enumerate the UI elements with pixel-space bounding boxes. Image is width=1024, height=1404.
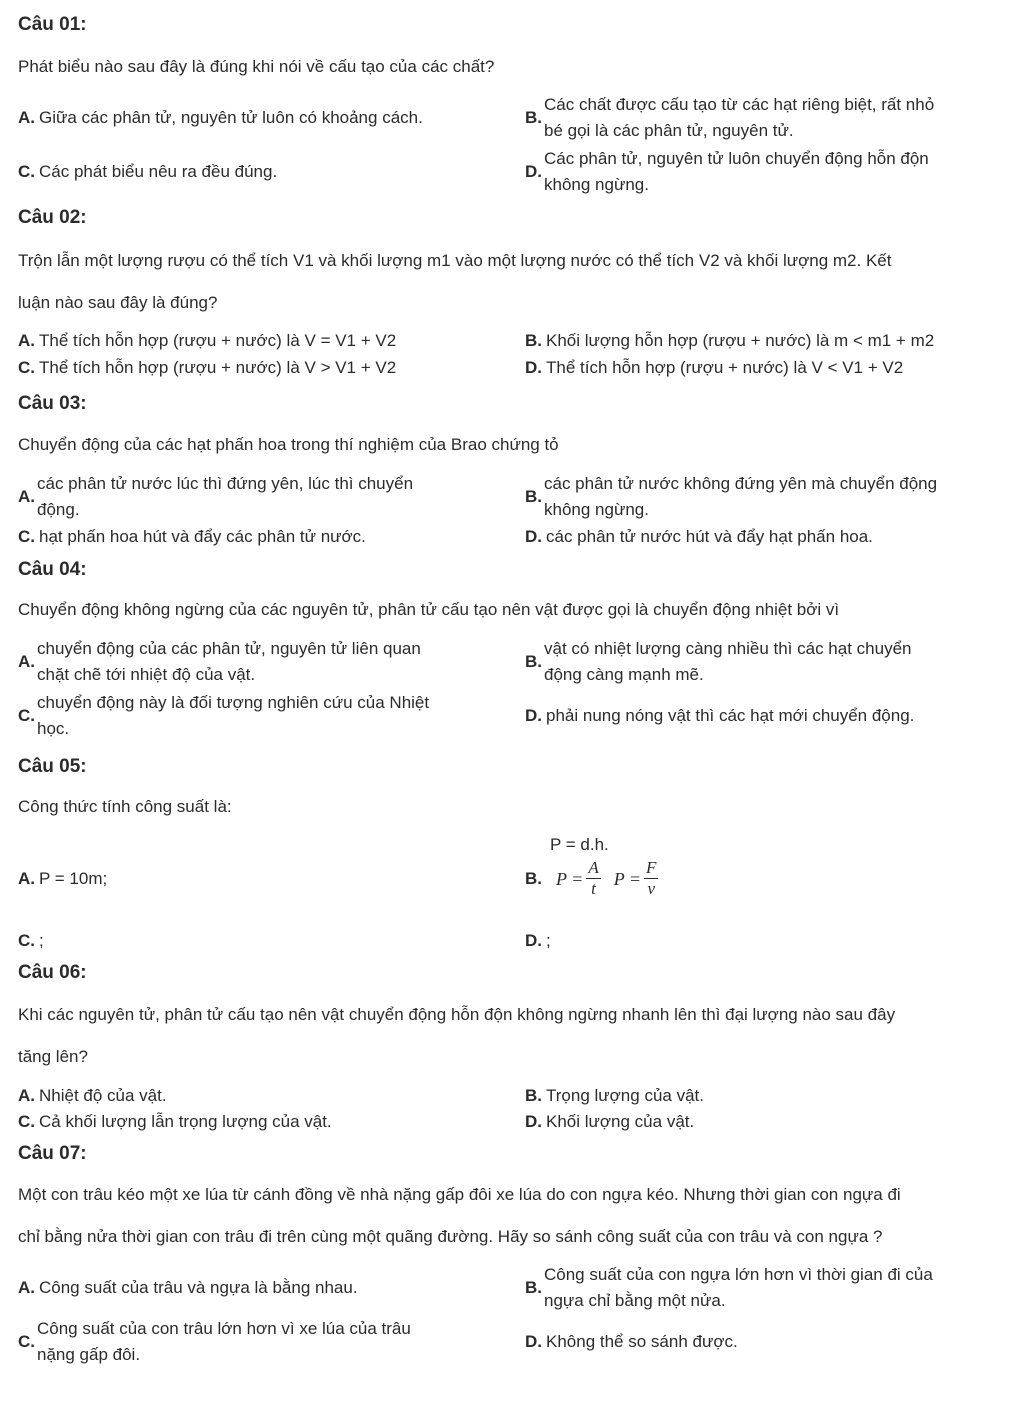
formula-1-denominator: t xyxy=(591,879,596,898)
question-7-title: Câu 07: xyxy=(18,1143,87,1164)
option-text: Không thể so sánh được. xyxy=(546,1332,738,1351)
option-label: D. xyxy=(525,706,542,725)
option-text: Khối lượng của vật. xyxy=(546,1112,695,1131)
option-label: D. xyxy=(525,1112,542,1131)
question-6-title: Câu 06: xyxy=(18,962,87,983)
question-3-option-b[interactable] xyxy=(525,471,937,523)
option-text: Cả khối lượng lẫn trọng lượng của vật. xyxy=(39,1112,332,1131)
question-1-title: Câu 01: xyxy=(18,14,87,35)
option-label: B. xyxy=(525,108,542,127)
question-6-text-line-1: Khi các nguyên tử, phân tử cấu tạo nên vật chuyển động hỗn độn không ngừng nhanh lên thì đại lượng nào sau đây xyxy=(18,1005,896,1024)
option-label: A. xyxy=(18,652,35,671)
option-label: A. xyxy=(18,331,35,350)
option-text-line-1: Các chất được cấu tạo từ các hạt riêng biệt, rất nhỏ xyxy=(544,95,935,114)
formula-2-fraction xyxy=(644,858,658,899)
question-7-text-line-2: chỉ bằng nửa thời gian con trâu đi trên cùng một quãng đường. Hãy so sánh công suất của con trâu và con ngựa ? xyxy=(18,1227,883,1246)
option-text: P = 10m; xyxy=(39,869,108,888)
option-label: C. xyxy=(18,162,35,181)
option-label: C. xyxy=(18,931,35,950)
question-3-text: Chuyển động của các hạt phấn hoa trong thí nghiệm của Brao chứng tỏ xyxy=(18,435,559,454)
question-4-title: Câu 04: xyxy=(18,559,87,580)
question-7-option-b[interactable] xyxy=(525,1262,933,1314)
option-text: ; xyxy=(546,931,551,950)
option-text: Các phát biểu nêu ra đều đúng. xyxy=(39,162,278,181)
option-label: D. xyxy=(525,1332,542,1351)
option-label: C. xyxy=(18,358,35,377)
option-text-line-2: không ngừng. xyxy=(544,500,649,519)
option-label: D. xyxy=(525,527,542,546)
question-7-text-line-1: Một con trâu kéo một xe lúa từ cánh đồng về nhà nặng gấp đôi xe lúa do con ngựa kéo. Nhưng thời gian con ngựa đi xyxy=(18,1185,901,1204)
question-7-option-d[interactable] xyxy=(525,1329,738,1355)
question-6-option-a[interactable] xyxy=(18,1083,167,1109)
question-7-option-c[interactable] xyxy=(18,1316,411,1368)
question-1-option-b[interactable] xyxy=(525,92,934,144)
question-4-option-d[interactable] xyxy=(525,703,914,729)
option-text-line-2: học. xyxy=(37,719,70,738)
option-text: Giữa các phân tử, nguyên tử luôn có khoảng cách. xyxy=(39,108,423,127)
formula-2-denominator: v xyxy=(647,879,656,898)
question-5-option-a[interactable] xyxy=(18,866,107,892)
option-text-line-2: ngựa chỉ bằng một nửa. xyxy=(544,1291,726,1310)
option-label: B. xyxy=(525,331,542,350)
option-text-line-2: chặt chẽ tới nhiệt độ của vật. xyxy=(37,665,256,684)
formula-2-numerator: F xyxy=(646,858,657,877)
option-text-line-1: vật có nhiệt lượng càng nhiều thì các hạt chuyển xyxy=(544,639,912,658)
option-label: A. xyxy=(18,487,35,506)
option-label: C. xyxy=(18,1112,35,1131)
question-1-option-d[interactable] xyxy=(525,146,929,198)
option-text-line-2: bé gọi là các phân tử, nguyên tử. xyxy=(544,121,794,140)
question-2-text-line-2: luận nào sau đây là đúng? xyxy=(18,293,218,312)
option-text-line-1: các phân tử nước không đứng yên mà chuyển động xyxy=(544,474,938,493)
question-3-title: Câu 03: xyxy=(18,393,87,414)
option-text-line-2: động càng mạnh mẽ. xyxy=(544,665,704,684)
option-label: A. xyxy=(18,1278,35,1297)
question-3-option-d[interactable] xyxy=(525,524,873,550)
question-4-text: Chuyển động không ngừng của các nguyên tử, phân tử cấu tạo nên vật được gọi là chuyển động nhiệt bởi vì xyxy=(18,600,840,619)
question-5-title: Câu 05: xyxy=(18,756,87,777)
question-2-title: Câu 02: xyxy=(18,207,87,228)
question-5-option-b[interactable] xyxy=(525,858,661,899)
question-1-option-c[interactable] xyxy=(18,159,277,185)
question-1-option-a[interactable] xyxy=(18,105,423,131)
formula-1-lhs: P = xyxy=(556,868,584,889)
option-label: A. xyxy=(18,869,35,888)
question-5-option-c[interactable] xyxy=(18,928,44,954)
question-5-text: Công thức tính công suất là: xyxy=(18,797,232,816)
question-6-option-d[interactable] xyxy=(525,1109,694,1135)
question-5-option-d[interactable] xyxy=(525,928,551,954)
question-2-option-c[interactable] xyxy=(18,355,396,381)
option-label: D. xyxy=(525,162,542,181)
question-3-option-a[interactable] xyxy=(18,471,413,523)
option-text: Nhiệt độ của vật. xyxy=(39,1086,167,1105)
option-text-line-1: Công suất của con trâu lớn hơn vì xe lúa của trâu xyxy=(37,1319,411,1338)
option-label: B. xyxy=(525,1086,542,1105)
question-2-text xyxy=(18,240,1008,324)
option-text-line-1: Công suất của con ngựa lớn hơn vì thời gian đi của xyxy=(544,1265,933,1284)
option-label: C. xyxy=(18,706,35,725)
question-7-option-a[interactable] xyxy=(18,1275,358,1301)
option-label: A. xyxy=(18,1086,35,1105)
question-6-text-line-2: tăng lên? xyxy=(18,1047,88,1066)
option-text: các phân tử nước hút và đẩy hạt phấn hoa. xyxy=(546,527,873,546)
question-4-option-a[interactable] xyxy=(18,636,421,688)
option-text-line-2: nặng gấp đôi. xyxy=(37,1345,141,1364)
option-text: Thể tích hỗn hợp (rượu + nước) là V < V1 + V2 xyxy=(546,358,904,377)
formula-2-lhs: P = xyxy=(613,868,642,889)
question-4-option-b[interactable] xyxy=(525,636,911,688)
option-text-line-1: chuyển động của các phân tử, nguyên tử liên quan xyxy=(37,639,421,658)
option-text-line-2: không ngừng. xyxy=(544,175,649,194)
formula-1-fraction xyxy=(586,858,600,899)
option-label: B. xyxy=(525,652,542,671)
option-label: D. xyxy=(525,358,542,377)
question-2-text-line-1: Trộn lẫn một lượng rượu có thể tích V1 và khối lượng m1 vào một lượng nước có thể tích V2 và khối lượng m2. Kết xyxy=(18,251,892,270)
question-6-option-b[interactable] xyxy=(525,1083,704,1109)
question-3-option-c[interactable] xyxy=(18,524,366,550)
question-4-option-c[interactable] xyxy=(18,690,429,742)
option-text: phải nung nóng vật thì các hạt mới chuyển động. xyxy=(546,706,915,725)
option-label: C. xyxy=(18,1332,35,1351)
question-5-formula: P = d.h. xyxy=(550,835,609,854)
option-text-line-2: động. xyxy=(37,500,80,519)
option-text: Khối lượng hỗn hợp (rượu + nước) là m < m1 + m2 xyxy=(546,331,935,350)
option-text: Công suất của trâu và ngựa là bằng nhau. xyxy=(39,1278,358,1297)
option-text-line-1: chuyển động này là đối tượng nghiên cứu của Nhiệt xyxy=(37,693,430,712)
question-6-option-c[interactable] xyxy=(18,1109,332,1135)
option-text-line-1: Các phân tử, nguyên tử luôn chuyển động hỗn độn xyxy=(544,149,929,168)
question-7-text xyxy=(18,1174,1008,1258)
option-text: Trọng lượng của vật. xyxy=(546,1086,704,1105)
option-label: B. xyxy=(525,868,542,888)
question-2-option-b[interactable] xyxy=(525,328,934,354)
option-label: D. xyxy=(525,931,542,950)
option-text: Thể tích hỗn hợp (rượu + nước) là V > V1 + V2 xyxy=(39,358,397,377)
question-6-text xyxy=(18,994,1008,1078)
option-text: Thể tích hỗn hợp (rượu + nước) là V = V1 + V2 xyxy=(39,331,397,350)
option-text: hạt phấn hoa hút và đẩy các phân tử nước. xyxy=(39,527,366,546)
formula-1-numerator: A xyxy=(588,858,599,877)
question-1-text: Phát biểu nào sau đây là đúng khi nói về cấu tạo của các chất? xyxy=(18,57,495,76)
option-label: B. xyxy=(525,1278,542,1297)
option-text-line-1: các phân tử nước lúc thì đứng yên, lúc thì chuyển xyxy=(37,474,414,493)
option-text: ; xyxy=(39,931,44,950)
option-label: A. xyxy=(18,108,35,127)
question-2-option-a[interactable] xyxy=(18,328,396,354)
option-label: C. xyxy=(18,527,35,546)
option-label: B. xyxy=(525,487,542,506)
question-2-option-d[interactable] xyxy=(525,355,903,381)
